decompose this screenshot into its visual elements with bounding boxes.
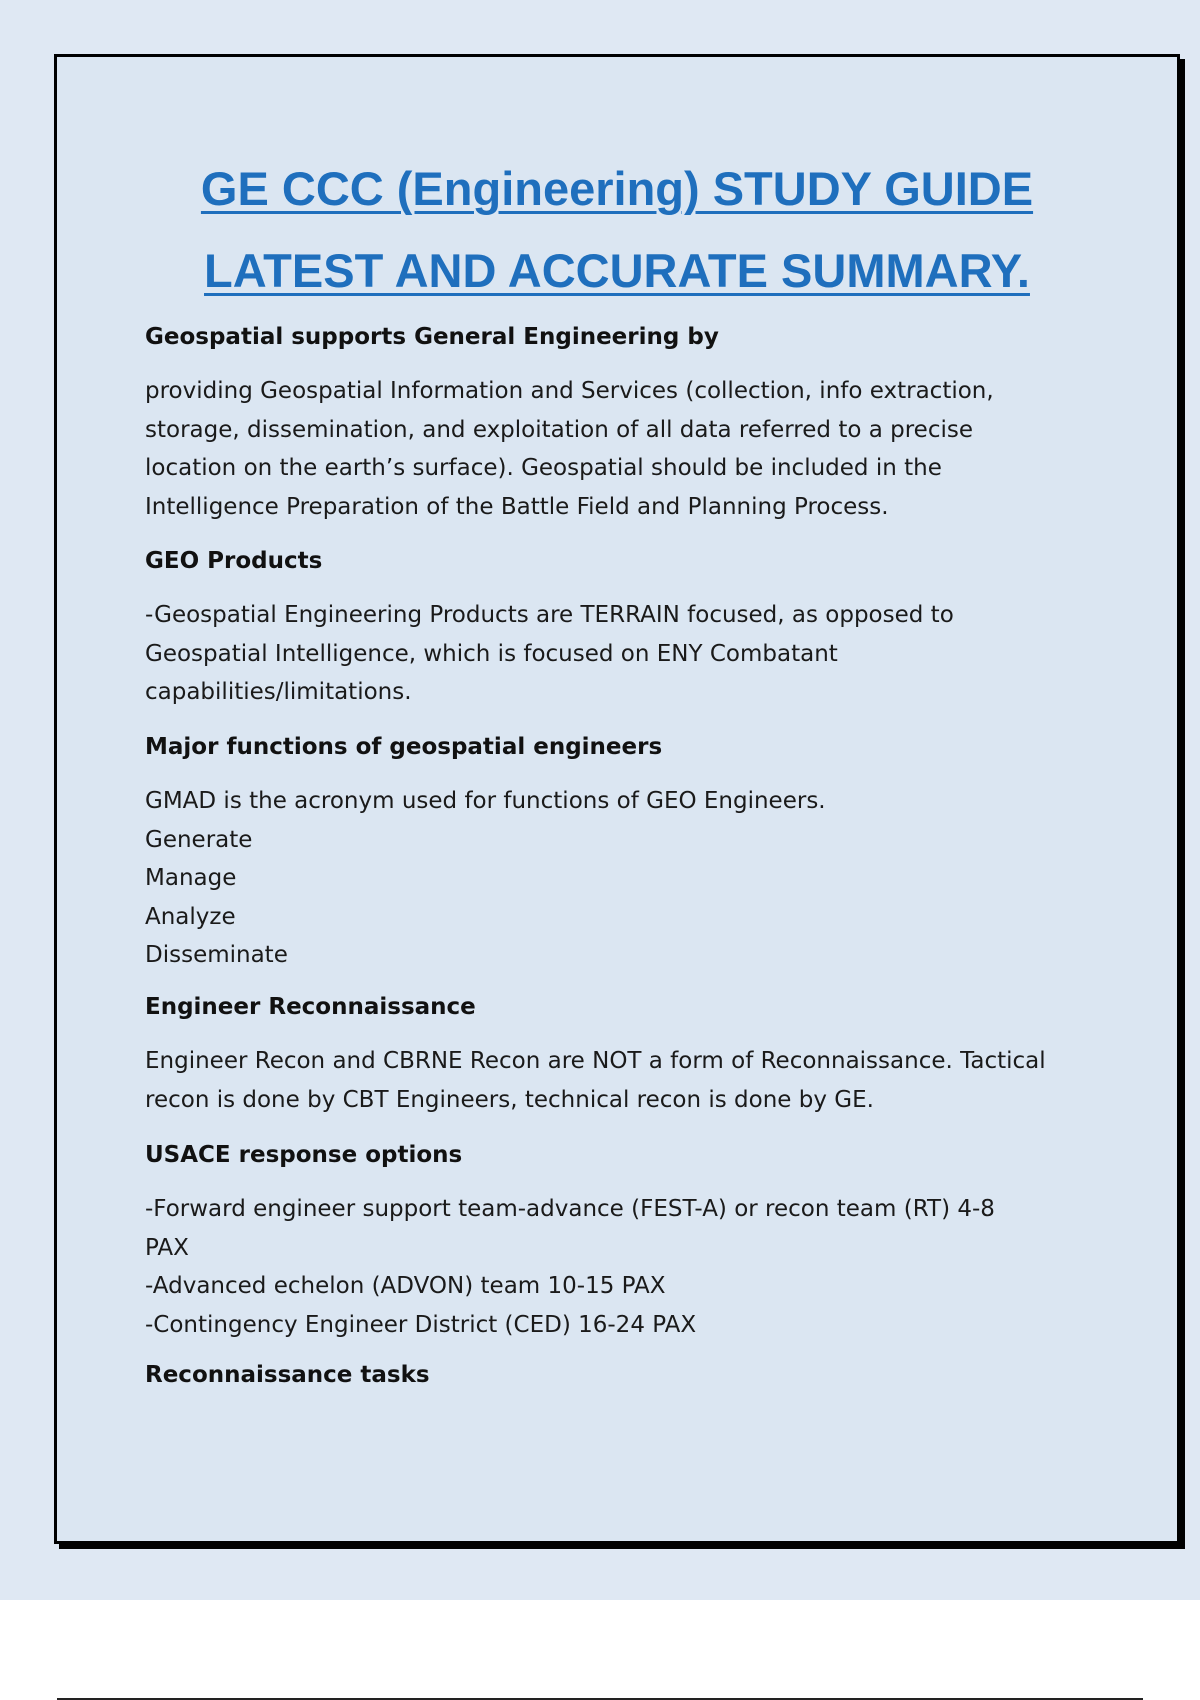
- section-paragraph: [145, 1042, 1095, 1119]
- paragraph-line: Geospatial Intelligence, which is focused on ENY Combatant: [145, 640, 838, 667]
- section-heading: Geospatial supports General Engineering by: [145, 324, 719, 350]
- section-paragraph: [145, 1190, 1095, 1344]
- paragraph-line: capabilities/limitations.: [145, 679, 412, 705]
- paragraph-line: GMAD is the acronym used for functions of GEO Engineers.: [145, 788, 826, 814]
- paragraph-line: -Forward engineer support team-advance (FEST-A) or recon team (RT) 4-8: [145, 1196, 995, 1222]
- paragraph-line: -Advanced echelon (ADVON) team 10-15 PAX: [145, 1273, 666, 1299]
- document-title: [100, 148, 1134, 312]
- section-usace-response-body: [145, 1190, 1095, 1344]
- section-major-functions: [145, 730, 1095, 764]
- paragraph-line: location on the earth’s surface). Geospatial should be included in the: [145, 455, 942, 481]
- section-paragraph: [145, 372, 1095, 526]
- list-item: Manage: [145, 865, 237, 891]
- section-heading: Engineer Reconnaissance: [145, 994, 476, 1020]
- title-line-1: GE CCC (Engineering) STUDY GUIDE: [200, 162, 1034, 215]
- paragraph-line: storage, dissemination, and exploitation of all data referred to a precise: [145, 416, 973, 443]
- section-engineer-reconnaissance-body: [145, 1042, 1095, 1119]
- section-geospatial-support-body: [145, 372, 1095, 526]
- paragraph-line: Engineer Recon and CBRNE Recon are NOT a form of Reconnaissance. Tactical: [145, 1048, 1046, 1074]
- list-item: Generate: [145, 826, 253, 853]
- paragraph-line: -Geospatial Engineering Products are TERRAIN focused, as opposed to: [145, 602, 954, 628]
- title-line-2: LATEST AND ACCURATE SUMMARY.: [204, 244, 1030, 297]
- paragraph-line: -Contingency Engineer District (CED) 16-24 PAX: [145, 1311, 697, 1338]
- paragraph-line: PAX: [145, 1234, 189, 1261]
- list-item: Analyze: [145, 903, 236, 930]
- section-paragraph: [145, 596, 1095, 712]
- section-geo-products-body: [145, 596, 1095, 712]
- section-engineer-reconnaissance: [145, 990, 1095, 1024]
- section-major-functions-body: [145, 782, 1095, 975]
- section-heading: USACE response options: [145, 1142, 463, 1168]
- paragraph-line: Intelligence Preparation of the Battle Field and Planning Process.: [145, 493, 889, 520]
- section-geospatial-support: [145, 320, 1095, 354]
- list-item: Disseminate: [145, 942, 288, 968]
- section-geo-products: [145, 544, 1095, 578]
- section-heading: Major functions of geospatial engineers: [145, 734, 663, 760]
- section-paragraph: [145, 782, 1095, 975]
- section-reconnaissance-tasks: [145, 1358, 1095, 1392]
- paragraph-line: providing Geospatial Information and Services (collection, info extraction,: [145, 378, 994, 404]
- section-heading: GEO Products: [145, 548, 323, 574]
- section-heading: Reconnaissance tasks: [145, 1362, 430, 1388]
- section-usace-response: [145, 1138, 1095, 1172]
- paragraph-line: recon is done by CBT Engineers, technical recon is done by GE.: [145, 1086, 874, 1113]
